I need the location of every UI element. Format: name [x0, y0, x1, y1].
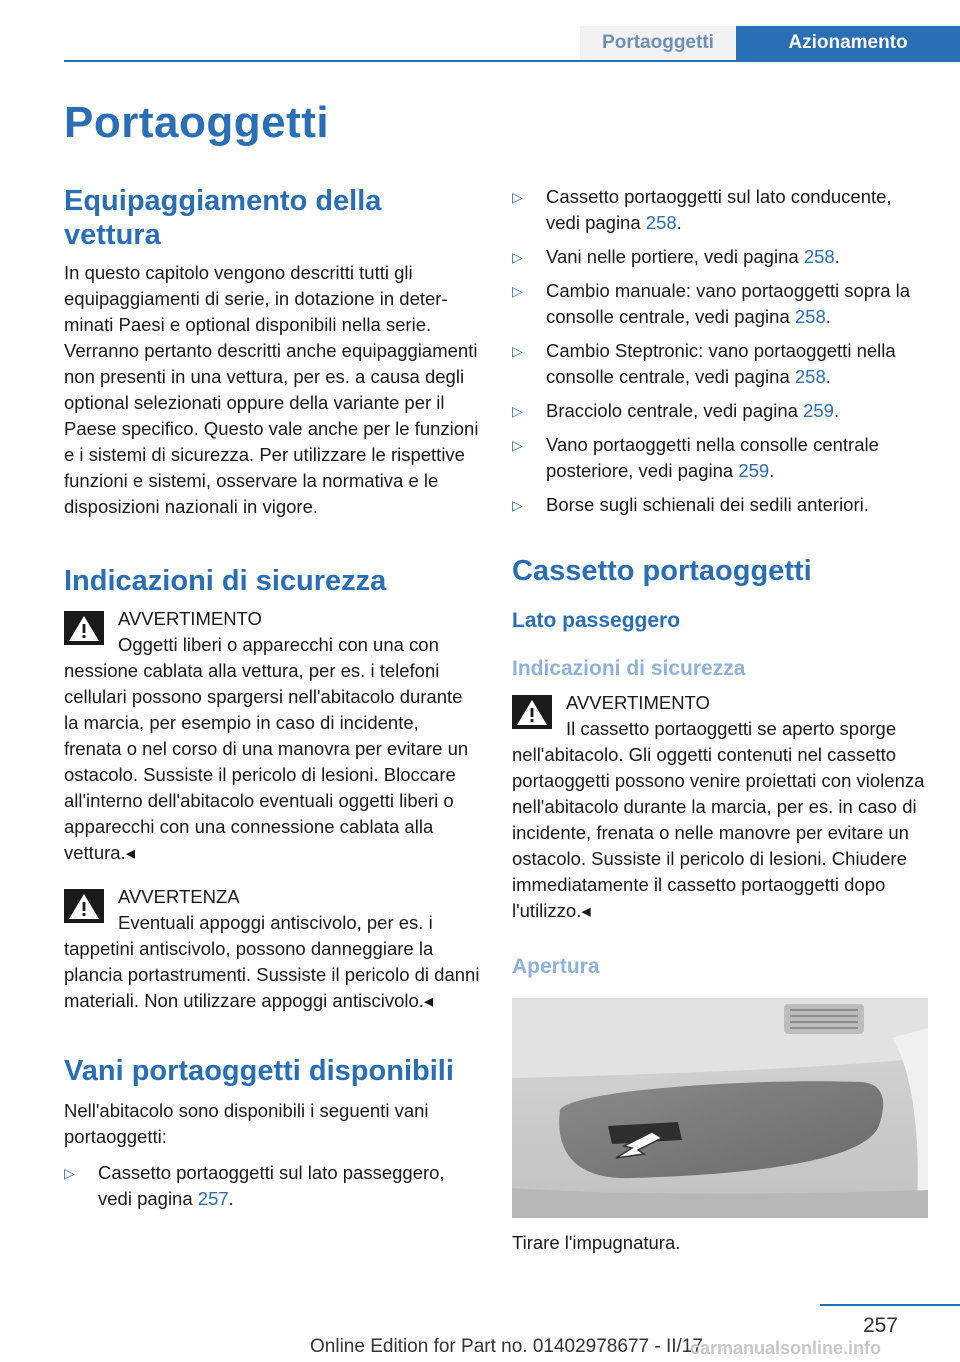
- right-column: [512, 184, 928, 1256]
- list-item: ▷ Bracciolo centrale, vedi pagina 259.: [512, 398, 928, 424]
- triangle-right-bullet-icon: ▷: [512, 497, 523, 513]
- heading-glovebox: Cassetto portaoggetti: [512, 555, 812, 587]
- warning-text-first: Eventuali appoggi antiscivolo, per es. i: [118, 912, 433, 933]
- heading-passenger-side: Lato passeggero: [512, 609, 681, 632]
- list-item: ▷ Vani nelle portiere, vedi pagina 258.: [512, 244, 928, 270]
- page-link[interactable]: 259: [803, 400, 834, 421]
- triangle-right-bullet-icon: ▷: [512, 403, 523, 419]
- page-link[interactable]: 258: [645, 212, 677, 233]
- warning-text-rest: nessione cablata alla vettura, per es. i telefoni cellulari possono spargersi nell'abitacolo durante la marcia, per esempio in caso di incidente, frenata o nel corso di una manovra per evitare un ostacolo. Sussiste il pericolo di lesioni. Bloccare all'interno dell'abitacolo eventuali oggetti liberi o apparecchi con una connessione cablata alla vettura.◂: [64, 660, 469, 863]
- list-item: ▷ Cambio Steptronic: vano portaoggetti nella consolle centrale, vedi pagina 258.: [512, 340, 896, 387]
- air-vent-icon: [784, 1004, 864, 1034]
- glovebox-photo: [512, 998, 928, 1218]
- photo-caption: Tirare l'impugnatura.: [512, 1232, 681, 1253]
- warning-title: AVVERTENZA: [118, 886, 240, 907]
- chapter-title: Portaoggetti: [64, 98, 330, 147]
- page-link[interactable]: 258: [803, 246, 835, 267]
- page-link[interactable]: 258: [794, 306, 826, 327]
- warning-block-2: [64, 884, 480, 1014]
- triangle-right-bullet-icon: ▷: [512, 283, 523, 299]
- list-item: ▷ Cassetto portaoggetti sul lato conducente, vedi pagina 258.: [512, 186, 892, 233]
- heading-equipment: Equipaggiamento della vettura: [64, 185, 382, 251]
- warning-triangle-icon: [512, 695, 552, 729]
- left-column: [64, 184, 480, 1220]
- page-link[interactable]: 259: [738, 460, 770, 481]
- triangle-right-bullet-icon: ▷: [512, 189, 523, 205]
- subheading-safety: Indicazioni di sicurezza: [512, 657, 746, 680]
- edition-line: Online Edition for Part no. 01402978677 - II/17: [310, 1336, 703, 1357]
- warning-title: AVVERTIMENTO: [566, 692, 710, 713]
- subheading-opening: Apertura: [512, 955, 600, 978]
- paragraph-compartments: Nell'abitacolo sono disponibili i seguenti vani portaoggetti:: [64, 1100, 429, 1147]
- footer-rule: [820, 1304, 960, 1306]
- warning-text-rest: tappetini antiscivolo, possono danneggiare la plancia portastrumenti. Sussiste il pericolo di danni materiali. Non utilizzare appoggi antiscivolo.◂: [64, 938, 480, 1011]
- page-link[interactable]: 257: [197, 1188, 229, 1209]
- warning-title: AVVERTIMENTO: [118, 608, 262, 629]
- heading-compartments: Vani portaoggetti disponibili: [64, 1055, 454, 1087]
- page-link[interactable]: 258: [794, 366, 826, 387]
- warning-text: [64, 910, 480, 1014]
- heading-safety: Indicazioni di sicurezza: [64, 565, 387, 597]
- page-header: [0, 0, 960, 62]
- header-rule: [64, 60, 960, 62]
- triangle-right-bullet-icon: ▷: [512, 249, 523, 265]
- watermark: carmanualsonline.info: [690, 1338, 882, 1358]
- compartment-list-continued: [512, 184, 928, 518]
- warning-triangle-icon: [64, 889, 104, 923]
- list-item: ▷ Cassetto portaoggetti sul lato passeggero, vedi pagina 257.: [64, 1162, 445, 1209]
- list-item: ▷ Borse sugli schienali dei sedili anteriori.: [512, 492, 928, 518]
- triangle-right-bullet-icon: ▷: [512, 437, 523, 453]
- triangle-right-bullet-icon: ▷: [512, 343, 523, 359]
- list-item: ▷ Cambio manuale: vano portaoggetti sopra la consolle centrale, vedi pagina 258.: [512, 280, 911, 327]
- warning-block-1: [64, 606, 480, 866]
- list-item: ▷ Vano portaoggetti nella consolle centrale posteriore, vedi pagina 259.: [512, 434, 879, 481]
- warning-text-first: Il cassetto portaoggetti se aperto sporge: [566, 718, 897, 739]
- warning-text-rest: nell'abitacolo. Gli oggetti contenuti nel cassetto portaoggetti possono venire proiettati con violenza nell'abitacolo durante la marcia, per es. in caso di incidente, frenata o nelle manovre per evitare un ostacolo. Sussiste il pericolo di lesioni. Chiudere immediatamente il cassetto portaoggetti dopo l'utilizzo.◂: [512, 744, 925, 921]
- triangle-right-bullet-icon: ▷: [64, 1165, 75, 1181]
- warning-triangle-icon: [64, 611, 104, 645]
- paragraph-equipment: In questo capitolo vengono descritti tutti gli equipaggiamenti di serie, in dotazione in determinati Paesi e optional disponibili nella serie. Verranno pertanto descritti anche equipaggiamenti non presenti in una vettura, per es. a causa degli optional selezionati oppure della variante per il Paese specifico. Questo vale anche per le funzioni e i sistemi di sicurezza. Per utilizzare le rispettive funzioni e sistemi, osservare la normativa e le disposizioni nazionali in vigore.: [64, 262, 479, 517]
- warning-text-first: Oggetti liberi o apparecchi con una con: [118, 634, 439, 655]
- warning-text: [512, 716, 928, 924]
- tab-section[interactable]: Portaoggetti: [580, 26, 736, 60]
- compartment-list: [64, 1160, 480, 1212]
- tab-chapter[interactable]: Azionamento: [736, 26, 960, 60]
- warning-text: [64, 632, 480, 866]
- page-number: 257: [862, 1314, 898, 1337]
- warning-block-3: [512, 690, 928, 924]
